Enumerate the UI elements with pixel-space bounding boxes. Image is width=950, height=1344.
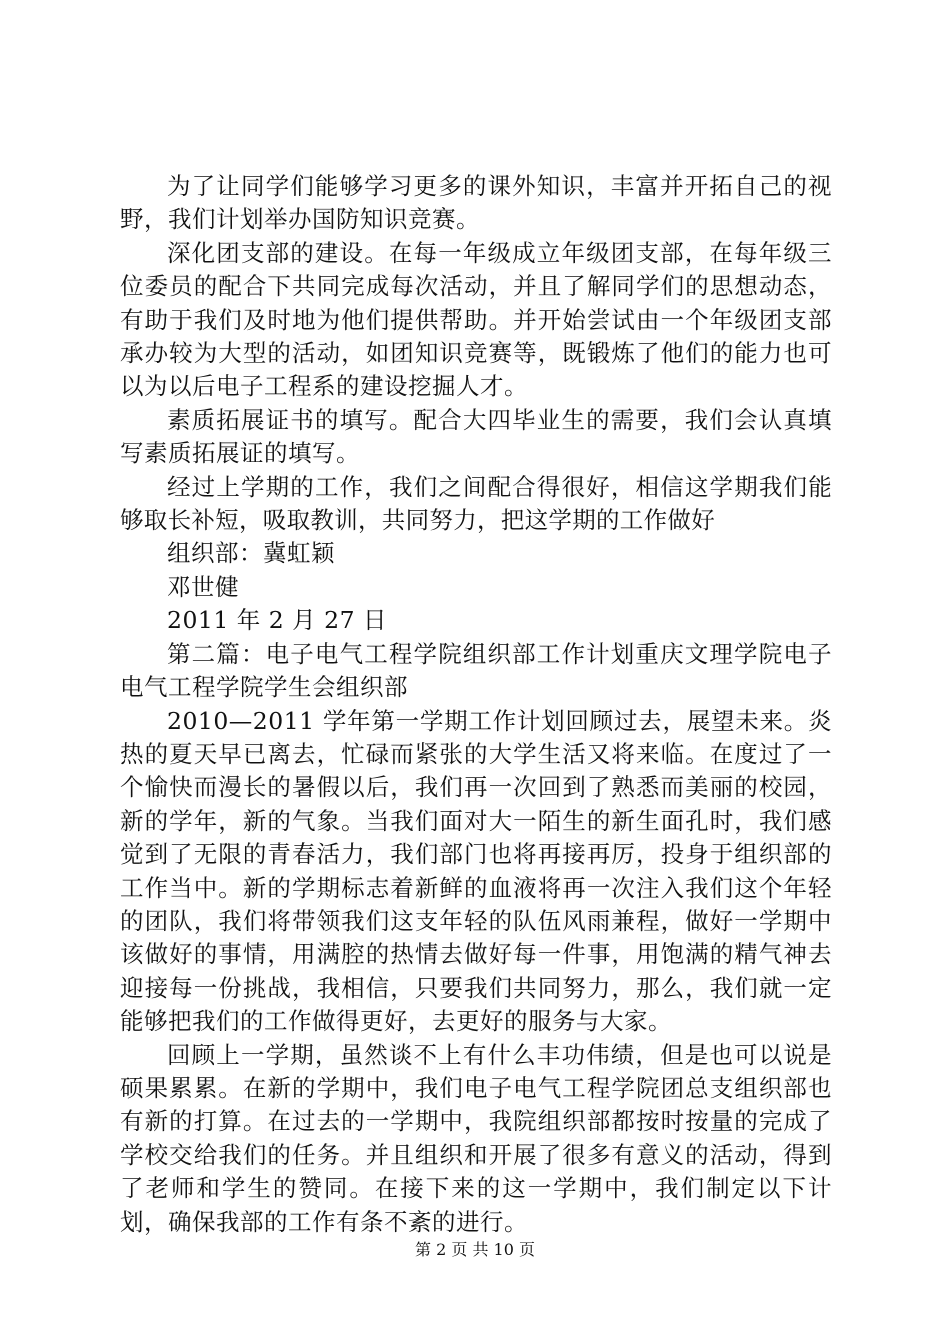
paragraph-summary: 经过上学期的工作，我们之间配合得很好，相信这学期我们能够取长补短，吸取教训，共同努力，把这学期的工作做好: [120, 472, 832, 535]
signature-department: 组织部：冀虹颖: [167, 539, 335, 568]
paragraph-league-branch: 深化团支部的建设。在每一年级成立年级团支部，在每年级三位委员的配合下共同完成每次活动，并且了解同学们的思想动态，有助于我们及时地为他们提供帮助。并开始尝试由一个年级团支部承办较为大型的活动，如团知识竞赛等，既锻炼了他们的能力也可以为以后电子工程系的建设挖掘人才。: [120, 238, 832, 401]
paragraph-review: 回顾上一学期，虽然谈不上有什么丰功伟绩，但是也可以说是硕果累累。在新的学期中，我们电子电气工程学院团总支组织部也有新的打算。在过去的一学期中，我院组织部都按时按量的完成了学校交给我们的任务。并且组织和开展了很多有意义的活动，得到了老师和学生的赞同。在接下来的这一学期中，我们制定以下计划，确保我部的工作有条不紊的进行。: [120, 1040, 832, 1236]
signature-date: 2011 年 2 月 27 日: [167, 606, 388, 635]
section-heading: 第二篇：电子电气工程学院组织部工作计划重庆文理学院电子电气工程学院学生会组织部: [120, 639, 832, 702]
document-body: [120, 170, 832, 1239]
paragraph-certificate: 素质拓展证书的填写。配合大四毕业生的需要，我们会认真填写素质拓展证的填写。: [120, 405, 832, 468]
signature-name: 邓世健: [167, 572, 239, 601]
paragraph-semester-plan: 2010—2011 学年第一学期工作计划回顾过去，展望未来。炎热的夏天早已离去，忙碌而紧张的大学生活又将来临。在度过了一个愉快而漫长的暑假以后，我们再一次回到了熟悉而美丽的校园，新的学年，新的气象。当我们面对大一陌生的新生面孔时，我们感觉到了无限的青春活力，我们部门也将再接再厉，投身于组织部的工作当中。新的学期标志着新鲜的血液将再一次注入我们这个年轻的团队，我们将带领我们这支年轻的队伍风雨兼程，做好一学期中该做好的事情，用满腔的热情去做好每一件事，用饱满的精气神去迎接每一份挑战，我相信，只要我们共同努力，那么，我们就一定能够把我们的工作做得更好，去更好的服务与大家。: [120, 706, 832, 1036]
page-number-footer: 第 2 页 共 10 页: [415, 1240, 535, 1259]
paragraph-quiz-plan: 为了让同学们能够学习更多的课外知识，丰富并开拓自己的视野，我们计划举办国防知识竞赛。: [120, 172, 832, 234]
